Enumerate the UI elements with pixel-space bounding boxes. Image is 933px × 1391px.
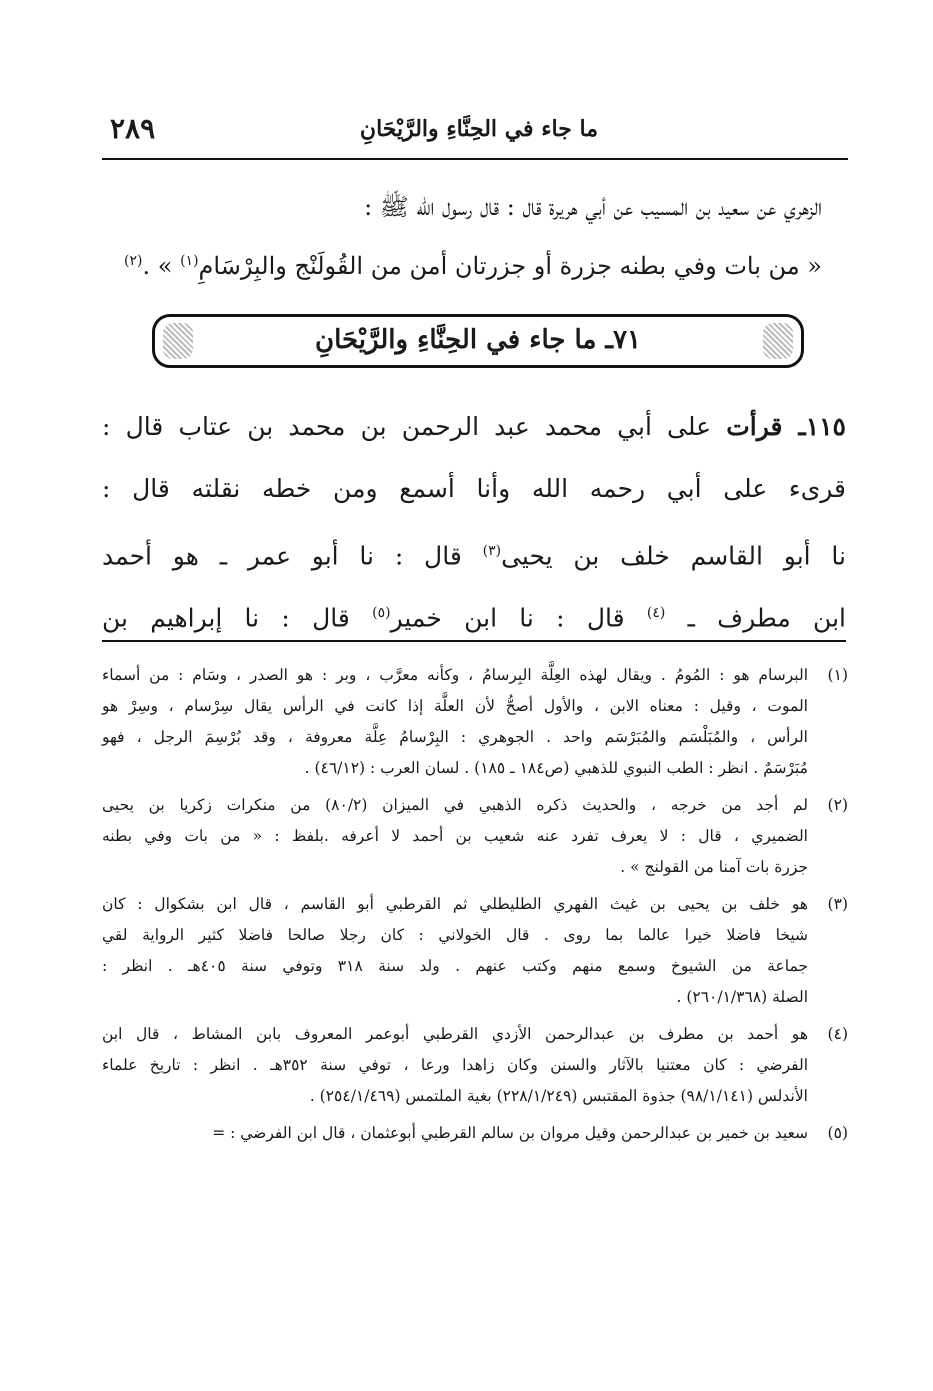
footnote-line: الفرضي : كان معتنيا بالآثار والسنن وكان زاهدا ورعا ، توفي سنة ٣٥٢هـ . انظر : تاريخ علماء [102,1056,808,1074]
footnote-number: (٢) [827,796,848,814]
footnote-line: سعيد بن خمير بن عبدالرحمن وقيل مروان بن سالم القرطبي أبوعثمان ، قال ابن الفرضي : = [212,1124,808,1142]
footnote-line: لم أجد من خرجه ، والحديث ذكره الذهبي في الميزان (٨٠/٢) من منكرات زكريا بن يحيى [102,796,809,814]
footnote-line: البرسام هو : المُومُ . ويقال لهذه العِلَّة البِرسامُ ، وكأنه معرَّب ، وبر : هو الصدر ، وسَام : من أسماء [102,666,808,684]
text-line: ١١٥ـ قرأت على أبي محمد عبد الرحمن بن محمد بن عتاب قال : [102,412,846,441]
footnote-line: جزرة بات آمنا من القولنج » . [620,858,808,876]
text-line: نا أبو القاسم خلف بن يحيى$^{(٣)}$ قال : نا أبو عمر ـ هو أحمد [102,541,846,571]
footnote-number: (٣) [827,895,848,913]
footnote-line: الرأس ، والمُبَلْسَم والمُبَرْسَم واحد . الجوهري : البِرْسامُ عِلَّة معروفة ، وقد بُرْسِمَ الرجل ، فهو [102,728,808,746]
footnote-line: الضميري ، قال : لا يعرف تفرد عنه شعيب بن أحمد لا أعرفه .بلفظ : « من بات وفي بطنه [102,827,808,845]
footnote-number: (٥) [827,1124,848,1142]
header-divider [102,158,848,160]
footnote-ref: (٥) [372,605,391,621]
footnote [102,889,848,1013]
footnote-ref: (١) [180,253,199,269]
footnote-line: هو خلف بن يحيى بن غيث الفهري الطليطلي ثم القرطبي أبو القاسم ، قال ابن بشكوال : كان [102,895,808,913]
intro-paragraph [102,180,822,293]
intro-line: « من بات وفي بطنه جزرة أو جزرتان أمن من القُولَنْج والبِرْسَامِ$^{(١)}$ » .$^{(٢)}$ [124,252,822,280]
text-line: ابن مطرف ـ $^{(٤)}$ قال : نا ابن خمير$^{(٥)}$ قال : نا إبراهيم بن [102,603,846,633]
running-header [102,108,848,156]
footnote-number: (١) [827,666,848,684]
footnote-number: (٤) [827,1025,848,1043]
footnote-line: شيخا فاضلا خيرا عالما بما روى . قال الخولاني : كان رجلا صالحا فاضلا كثير الرواية لقي [102,926,808,944]
footnote [102,1019,848,1112]
footnote-ref: (٣) [482,543,502,559]
footnotes [102,660,848,1155]
footnote-divider [102,640,846,642]
footnote-line: هو أحمد بن مطرف بن عبدالرحمن الأزدي القرطبي أبوعمر المعروف بابن المشاط ، قال ابن [102,1025,808,1043]
section-heading-frame [152,314,804,368]
footnote-line: الموت ، وقيل : معناه الابن ، والأول أصحُّ لأن العلَّة إذا كانت في الرأس يقال سِرْسام ، وسِرْ هو [102,697,808,715]
footnote [102,660,848,784]
footnote-line: الصلة (٢٦٠/١/٣٦٨) . [676,988,808,1006]
footnote-line: مُبَرْسَمٌ . انظر : الطب النبوي للذهبي (ص١٨٤ ـ ١٨٥) . لسان العرب : (٤٦/١٢) . [304,759,808,777]
hadith-number: ١١٥ـ قرأت [726,412,846,441]
page-number: ٢٨٩ [110,112,156,145]
section-heading: ٧١ـ ما جاء في الحِنَّاءِ والرَّيْحَانِ [315,325,641,355]
text-line: قرىء على أبي رحمه الله وأنا أسمع ومن خطه نقلته قال : [102,474,846,503]
footnote-line: الأندلس (٩٨/١/١٤١) جذوة المقتبس (٢٢٨/١/٢٤٩) بغية الملتمس (٢٥٤/١/٤٦٩) . [309,1087,808,1105]
footnote-ref: (٤) [646,605,666,621]
footnote [102,790,848,883]
footnote-line: جماعة من الشيوخ وسمع منهم وكتب عنهم . ولد سنة ٣١٨ وتوفي سنة ٤٠٥هـ . انظر : [102,957,808,975]
footnote-ref: (٢) [124,253,143,269]
intro-line: الزهري عن سعيد بن المسيب عن أبي هريرة قال : قال رسول الله ﷺ : [364,193,822,221]
main-text [102,396,846,644]
footnote [102,1118,848,1149]
running-title: ما جاء في الحِنَّاءِ والرَّيْحَانِ [359,116,598,142]
